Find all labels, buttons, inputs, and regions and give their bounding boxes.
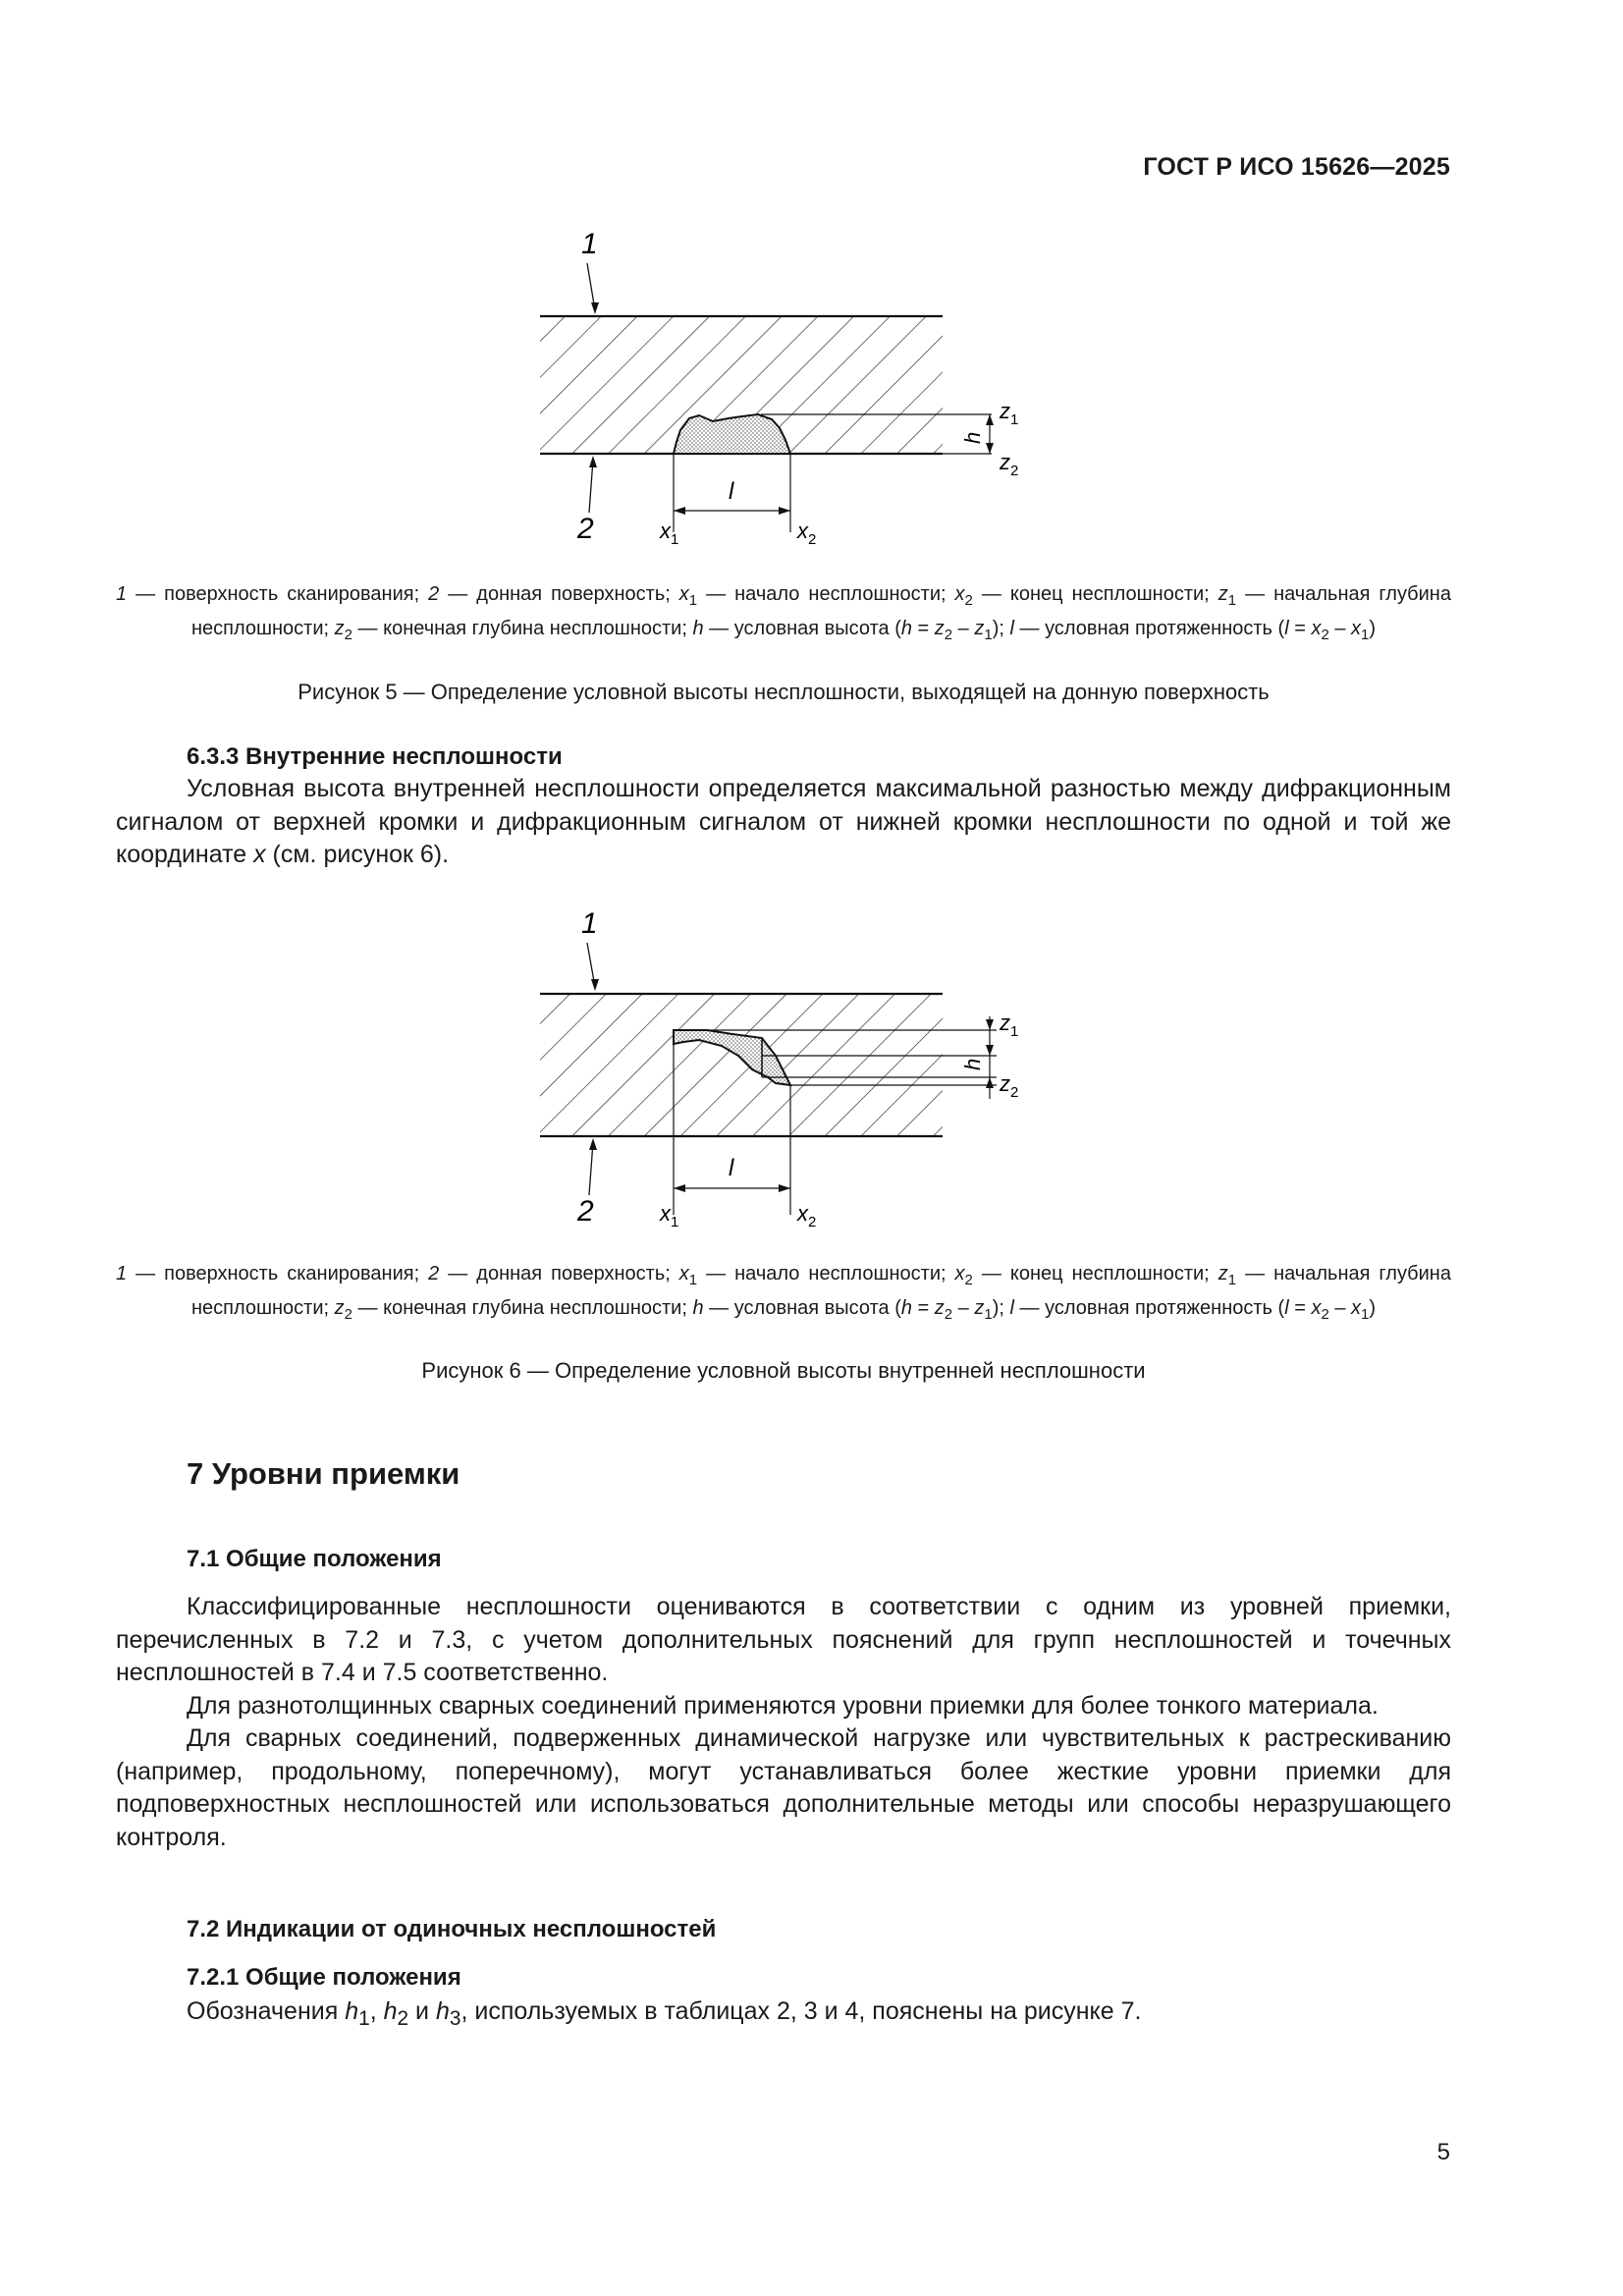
paragraph: Условная высота внутренней несплошности определяется максимальной разностью между дифракционным сигналом от верхней кромки и дифракционным сигналом от нижней кромки несплошности по одной и той же координате x (см. рисунок 6). bbox=[116, 775, 1451, 868]
callout-2: 2 bbox=[577, 1195, 594, 1228]
l-label: l bbox=[729, 1155, 734, 1181]
paragraph: Для разнотолщинных сварных соединений применяются уровни приемки для более тонкого материала. bbox=[187, 1691, 1379, 1720]
figure-5-diagram bbox=[511, 226, 1021, 560]
z2-label: $z_2$ bbox=[1000, 450, 1019, 479]
x1-label: $x_1$ bbox=[660, 1201, 679, 1230]
figure-6-diagram bbox=[511, 908, 1021, 1242]
h-label: h bbox=[960, 431, 985, 444]
z2-label: $z_2$ bbox=[1000, 1071, 1019, 1101]
document-code: ГОСТ Р ИСО 15626—2025 bbox=[1143, 153, 1450, 181]
x2-label: $x_2$ bbox=[797, 1201, 817, 1230]
section-7-1-heading: 7.1 Общие положения bbox=[187, 1546, 442, 1572]
section-7-2-1-heading: 7.2.1 Общие положения bbox=[187, 1964, 461, 1991]
z1-label: $z_1$ bbox=[1000, 1011, 1019, 1040]
x2-label: $x_2$ bbox=[797, 519, 817, 548]
figure-6-legend: 1 — поверхность сканирования; 2 — донная поверхность; $x_1$ — начало несплошности; $x_2$ — конец несплошности; $z_1$ — начальная глубина несплошности; $z_2$ — конечная глубина несплошности; h — условная высота $(h = z_2 - z_1)$; l — условная протяженность $(l = x_2 - x_1)$ bbox=[116, 1263, 1451, 1323]
callout-2: 2 bbox=[577, 513, 594, 545]
l-label: l bbox=[729, 478, 734, 505]
z1-label: $z_1$ bbox=[1000, 399, 1019, 428]
flaw-fill bbox=[674, 414, 790, 454]
paragraph: Для сварных соединений, подверженных динамической нагрузке или чувствительных к растрескиванию (например, продольному, поперечному), могут устанавливаться более жесткие уровни приемки для подповерхностных несплошностей или использоваться дополнительные методы или способы неразрушающего контроля. bbox=[116, 1724, 1451, 1851]
h-label: h bbox=[960, 1058, 985, 1070]
section-7-heading: 7 Уровни приемки bbox=[187, 1456, 460, 1491]
paragraph: Обозначения $h_1$, $h_2$ и $h_3$, используемых в таблицах 2, 3 и 4, пояснены на рисунке 7. bbox=[187, 1997, 1142, 2030]
callout-1: 1 bbox=[581, 908, 598, 940]
section-7-2-heading: 7.2 Индикации от одиночных несплошностей bbox=[187, 1916, 717, 1942]
x1-label: $x_1$ bbox=[660, 519, 679, 548]
paragraph: Классифицированные несплошности оцениваются в соответствии с одним из уровней приемки, перечисленных в 7.2 и 7.3, с учетом дополнительных пояснений для групп несплошностей и точечных несплошностей в 7.4 и 7.5 соответственно. bbox=[116, 1593, 1451, 1686]
section-6-3-3-text bbox=[116, 773, 1451, 872]
section-6-3-3-heading: 6.3.3 Внутренние несплошности bbox=[187, 743, 563, 770]
section-7-2-1-text bbox=[116, 1995, 1451, 2036]
figure-6-caption: Рисунок 6 — Определение условной высоты внутренней несплошности bbox=[421, 1358, 1146, 1383]
figure-5-caption: Рисунок 5 — Определение условной высоты несплошности, выходящей на донную поверхность bbox=[298, 680, 1270, 704]
figure-5-legend: 1 — поверхность сканирования; 2 — донная поверхность; $x_1$ — начало несплошности; $x_2$ — конец несплошности; $z_1$ — начальная глубина несплошности; $z_2$ — конечная глубина несплошности; h — условная высота $(h = z_2 - z_1)$; l — условная протяженность $(l = x_2 - x_1)$ bbox=[116, 583, 1451, 643]
callout-1: 1 bbox=[581, 228, 598, 260]
section-7-1-text bbox=[116, 1591, 1451, 1854]
page-number: 5 bbox=[1436, 2139, 1450, 2165]
